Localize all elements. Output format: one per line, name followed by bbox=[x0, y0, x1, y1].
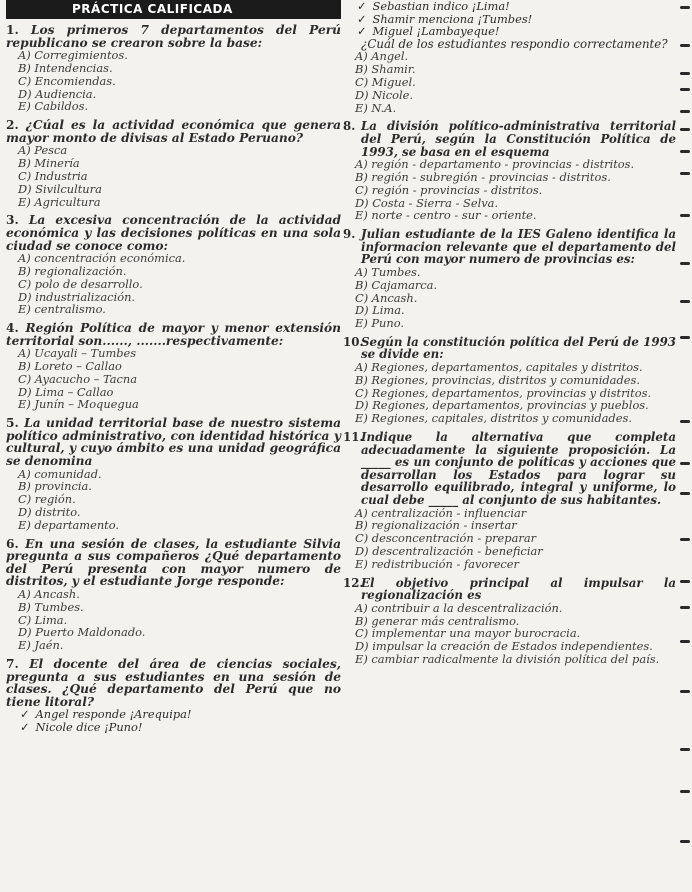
right-column bbox=[343, 0, 676, 666]
option-a[interactable]: A) Regiones, departamentos, capitales y distritos. bbox=[355, 360, 643, 375]
check-icon: ✓ bbox=[357, 0, 367, 13]
option-d[interactable]: D) Nicole. bbox=[355, 87, 414, 102]
student-answer: ✓ Sebastian indico ¡Lima! bbox=[357, 0, 510, 13]
question-text: Julian estudiante de la IES Galeno identifica la informacion relevante que el departamento del Perú con mayor numero de provincias es: bbox=[361, 227, 676, 267]
option-a[interactable]: A) centralización - influenciar bbox=[355, 505, 527, 520]
question-3 bbox=[6, 214, 341, 316]
option-c[interactable]: C) región. bbox=[18, 492, 76, 507]
question-text: ¿Cuál de los estudiantes respondio correctamente? bbox=[361, 36, 668, 51]
option-a[interactable]: A) contribuir a la descentralización. bbox=[355, 600, 563, 615]
question-2 bbox=[6, 119, 341, 208]
question-text: La división político-administrativa territorial del Perú, según la Constitución Política de 1993, se basa en el esquema bbox=[361, 119, 676, 159]
option-a[interactable]: A) comunidad. bbox=[18, 466, 102, 481]
option-b[interactable]: B) generar más centralismo. bbox=[355, 613, 520, 628]
question-number: 12. bbox=[343, 575, 364, 590]
question-text: Región Política de mayor y menor extensión territorial son......, .......respectivamente: bbox=[6, 321, 342, 348]
option-b[interactable]: B) Shamir. bbox=[355, 62, 416, 77]
option-a[interactable]: A) Corregimientos. bbox=[18, 48, 128, 63]
option-b[interactable]: B) Regiones, provincias, distritos y comunidades. bbox=[355, 372, 640, 387]
question-number: 9. bbox=[343, 227, 356, 242]
option-b[interactable]: B) Cajamarca. bbox=[355, 277, 438, 292]
question-text: El docente del área de ciencias sociales, pregunta a sus estudiantes en una sesión de clases. ¿Qué departamento del Perú que no tiene litoral? bbox=[6, 657, 342, 709]
option-b[interactable]: B) región - subregión - provincias - distritos. bbox=[355, 169, 611, 184]
option-e[interactable]: E) Puno. bbox=[355, 316, 404, 331]
option-c[interactable]: C) Lima. bbox=[18, 612, 68, 627]
question-number: 10. bbox=[343, 334, 364, 349]
student-answer: ✓ Shamir menciona ¡Tumbes! bbox=[357, 11, 533, 26]
student-answer: ✓ Nicole dice ¡Puno! bbox=[20, 719, 143, 734]
question-number: 1. bbox=[6, 23, 19, 37]
question-number: 5. bbox=[6, 416, 19, 431]
question-text: ¿Cúal es la actividad económica que genera mayor monto de divisas al Estado Peruano? bbox=[6, 118, 341, 145]
option-b[interactable]: B) Loreto – Callao bbox=[18, 359, 122, 374]
option-a[interactable]: A) región - departamento - provincias - distritos. bbox=[355, 157, 635, 172]
question-text: Indique la alternativa que completa adecuadamente la siguiente proposición. La _____ es un conjunto de políticas y acciones que desarrollan los Estados para lograr su desarrollo equilibrado, integral y uniforme, lo cual debe _____ al conjunto de sus habitantes. bbox=[361, 430, 676, 508]
option-e[interactable]: E) cambiar radicalmente la división política del país. bbox=[355, 651, 660, 666]
question-9 bbox=[343, 228, 676, 330]
question-5 bbox=[6, 417, 341, 531]
option-c[interactable]: C) Regiones, departamentos, provincias y distritos. bbox=[355, 385, 652, 400]
option-b[interactable]: B) regionalización. bbox=[18, 263, 127, 278]
option-d[interactable]: D) Costa - Sierra - Selva. bbox=[355, 195, 499, 210]
next-page-edge bbox=[676, 0, 692, 892]
option-e[interactable]: E) Junín – Moquegua bbox=[18, 397, 139, 412]
option-d[interactable]: D) Sivilcultura bbox=[18, 181, 102, 196]
question-text: Según la constitución política del Perú de 1993 se divide en: bbox=[361, 334, 676, 362]
student-answer: ✓ Angel responde ¡Arequipa! bbox=[20, 707, 192, 722]
question-number: 7. bbox=[6, 657, 19, 671]
question-number: 2. bbox=[6, 118, 19, 133]
exam-title-banner: PRÁCTICA CALIFICADA bbox=[6, 0, 341, 19]
question-number: 6. bbox=[6, 536, 19, 551]
option-c[interactable]: C) implementar una mayor burocracia. bbox=[355, 626, 581, 641]
question-7-continued bbox=[343, 38, 676, 115]
option-d[interactable]: D) Lima – Callao bbox=[18, 384, 114, 399]
question-11 bbox=[343, 431, 676, 571]
option-b[interactable]: B) regionalización - insertar bbox=[355, 518, 517, 533]
option-b[interactable]: B) provincia. bbox=[18, 479, 92, 494]
option-e[interactable]: E) N.A. bbox=[355, 100, 397, 115]
option-e[interactable]: E) Cabildos. bbox=[18, 99, 89, 114]
question-text: Los primeros 7 departamentos del Perú republicano se crearon sobre la base: bbox=[6, 23, 341, 50]
question-6 bbox=[6, 538, 341, 652]
option-b[interactable]: B) Tumbes. bbox=[18, 599, 84, 614]
question-12 bbox=[343, 577, 676, 666]
question-number: 4. bbox=[6, 321, 19, 336]
option-e[interactable]: E) departamento. bbox=[18, 517, 120, 532]
check-icon: ✓ bbox=[20, 719, 30, 734]
option-e[interactable]: E) Jaén. bbox=[18, 638, 64, 653]
option-b[interactable]: B) Minería bbox=[18, 156, 80, 171]
option-b[interactable]: B) Intendencias. bbox=[18, 60, 113, 75]
option-a[interactable]: A) Pesca bbox=[18, 143, 68, 158]
option-d[interactable]: D) industrialización. bbox=[18, 289, 136, 304]
option-c[interactable]: C) Miguel. bbox=[355, 74, 416, 89]
option-c[interactable]: C) Industria bbox=[18, 168, 88, 183]
option-e[interactable]: E) redistribución - favorecer bbox=[355, 556, 519, 571]
option-d[interactable]: D) Lima. bbox=[355, 303, 405, 318]
option-d[interactable]: D) Puerto Maldonado. bbox=[18, 625, 146, 640]
option-e[interactable]: E) Regiones, capitales, distritos y comunidades. bbox=[355, 411, 632, 426]
option-e[interactable]: E) norte - centro - sur - oriente. bbox=[355, 208, 537, 223]
option-c[interactable]: C) desconcentración - preparar bbox=[355, 531, 537, 546]
question-text: En una sesión de clases, la estudiante Silvia pregunta a sus compañeros ¿Qué departamento del Perú presenta con mayor numero de distritos, y el estudiante Jorge responde: bbox=[6, 536, 341, 589]
question-text: El objetivo principal al impulsar la regionalización es bbox=[361, 575, 676, 603]
option-a[interactable]: A) Ancash. bbox=[18, 587, 80, 602]
left-column bbox=[6, 0, 341, 734]
option-e[interactable]: E) centralismo. bbox=[18, 302, 106, 317]
option-d[interactable]: D) Regiones, departamentos, provincias y pueblos. bbox=[355, 398, 649, 413]
option-a[interactable]: A) concentración económica. bbox=[18, 251, 186, 266]
check-icon: ✓ bbox=[357, 24, 367, 39]
option-a[interactable]: A) Tumbes. bbox=[355, 264, 421, 279]
student-answer: ✓ Miguel ¡Lambayeque! bbox=[357, 24, 500, 39]
option-c[interactable]: C) Ayacucho – Tacna bbox=[18, 371, 138, 386]
question-text: La unidad territorial base de nuestro sistema político administrativo, con identidad histórica y cultural, y cuyo ámbito es una unidad geográfica se denomina bbox=[6, 416, 341, 469]
question-4 bbox=[6, 322, 341, 411]
option-d[interactable]: D) impulsar la creación de Estados independientes. bbox=[355, 639, 653, 654]
question-1 bbox=[6, 24, 341, 113]
option-c[interactable]: C) Ancash. bbox=[355, 290, 418, 305]
check-icon: ✓ bbox=[357, 11, 367, 26]
option-c[interactable]: C) Encomiendas. bbox=[18, 73, 116, 88]
question-number: 8. bbox=[343, 119, 356, 134]
question-7 bbox=[6, 658, 341, 734]
question-number: 3. bbox=[6, 213, 19, 228]
option-d[interactable]: D) Audiencia. bbox=[18, 86, 97, 101]
question-8 bbox=[343, 120, 676, 222]
option-d[interactable]: D) descentralización - beneficiar bbox=[355, 544, 543, 559]
option-d[interactable]: D) distrito. bbox=[18, 505, 81, 520]
option-c[interactable]: C) región - provincias - distritos. bbox=[355, 182, 543, 197]
question-text: La excesiva concentración de la actividad económica y las decisiones políticas en una sola ciudad se conoce como: bbox=[6, 213, 342, 253]
question-number: 11. bbox=[343, 430, 364, 445]
option-c[interactable]: C) polo de desarrollo. bbox=[18, 276, 143, 291]
option-a[interactable]: A) Angel. bbox=[355, 49, 409, 64]
option-a[interactable]: A) Ucayali – Tumbes bbox=[18, 346, 137, 361]
option-e[interactable]: E) Agricultura bbox=[18, 194, 101, 209]
question-10 bbox=[343, 336, 676, 425]
check-icon: ✓ bbox=[20, 707, 30, 722]
